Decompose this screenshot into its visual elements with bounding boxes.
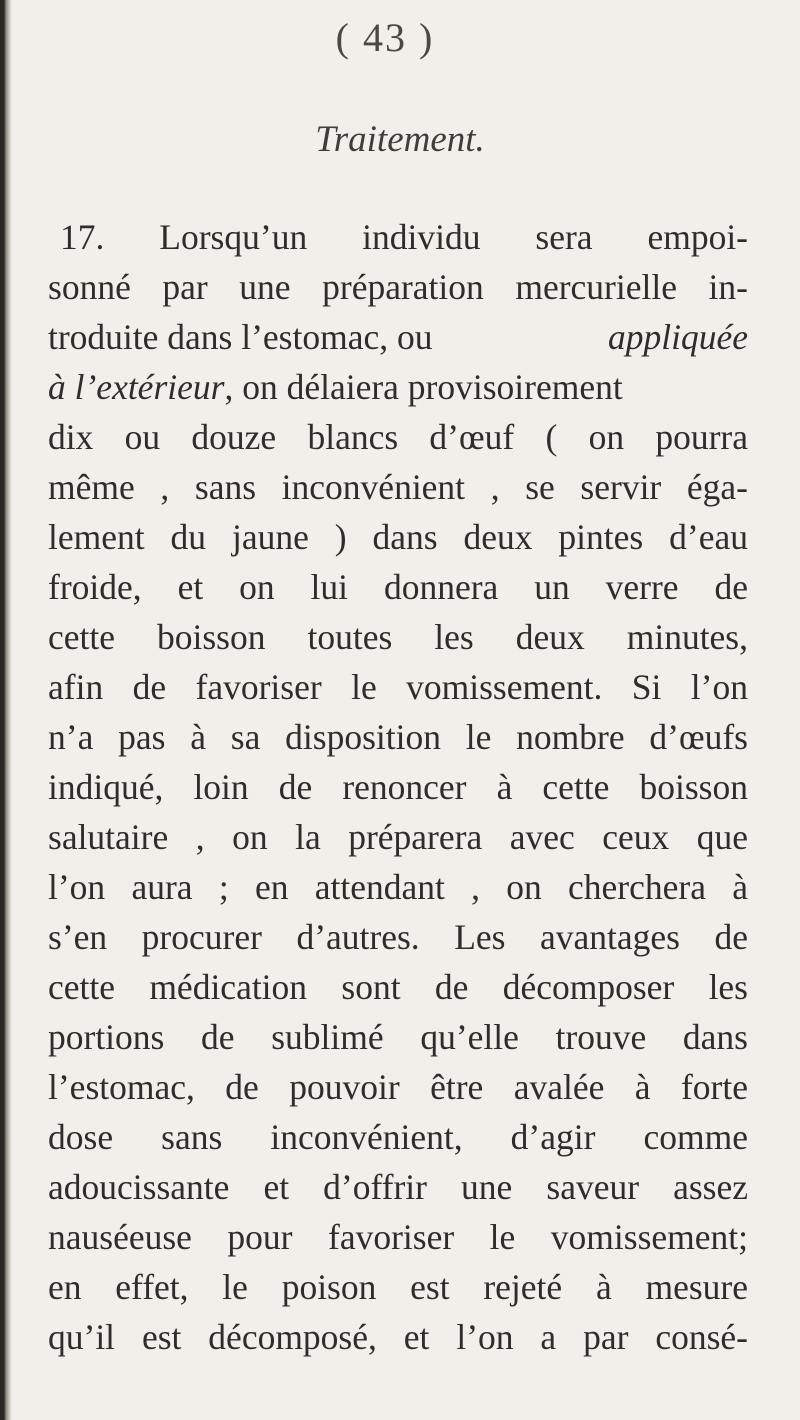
- italic-phrase: à l’extérieur: [48, 367, 225, 407]
- text-line: l’estomac, de pouvoir être avalée à forte: [48, 1067, 748, 1107]
- text-line: qu’il est décomposé, et l’on a par consé-: [48, 1317, 748, 1357]
- text-segment: troduite dans l’estomac, ou: [48, 317, 433, 357]
- text-line: froide, et on lui donnera un verre de: [48, 567, 748, 607]
- italic-word: appliquée: [608, 317, 748, 357]
- text-segment: , on délaiera provisoirement: [224, 367, 623, 407]
- text-line: en effet, le poison est rejeté à mesure: [48, 1267, 748, 1307]
- text-line: salutaire , on la préparera avec ceux que: [48, 817, 748, 857]
- text-line: 17. Lorsqu’un individu sera empoi-: [60, 217, 748, 257]
- text-line: s’en procurer d’autres. Les avantages de: [48, 917, 748, 957]
- section-title: Traitement.: [315, 119, 485, 160]
- text-line: indiqué, loin de renoncer à cette boisson: [48, 767, 748, 807]
- text-line: même , sans inconvénient , se servir éga-: [48, 467, 748, 507]
- text-line: portions de sublimé qu’elle trouve dans: [48, 1017, 748, 1057]
- text-line: lement du jaune ) dans deux pintes d’eau: [48, 517, 748, 557]
- text-line: afin de favoriser le vomissement. Si l’on: [48, 667, 748, 707]
- text-line: [48, 312, 748, 362]
- page-binding-edge: [0, 0, 12, 1420]
- text-line: adoucissante et d’offrir une saveur assez: [48, 1167, 748, 1207]
- text-line: dix ou douze blancs d’œuf ( on pourra: [48, 417, 748, 457]
- text-line: cette boisson toutes les deux minutes,: [48, 617, 748, 657]
- page-number: ( 43 ): [335, 15, 435, 60]
- text-line: nauséeuse pour favoriser le vomissement;: [48, 1217, 748, 1257]
- text-line: n’a pas à sa disposition le nombre d’œufs: [48, 717, 748, 757]
- text-line: [48, 362, 748, 412]
- text-line: dose sans inconvénient, d’agir comme: [48, 1117, 748, 1157]
- text-line: l’on aura ; en attendant , on cherchera à: [48, 867, 748, 907]
- text-line: cette médication sont de décomposer les: [48, 967, 748, 1007]
- text-line: sonné par une préparation mercurielle in-: [48, 267, 748, 307]
